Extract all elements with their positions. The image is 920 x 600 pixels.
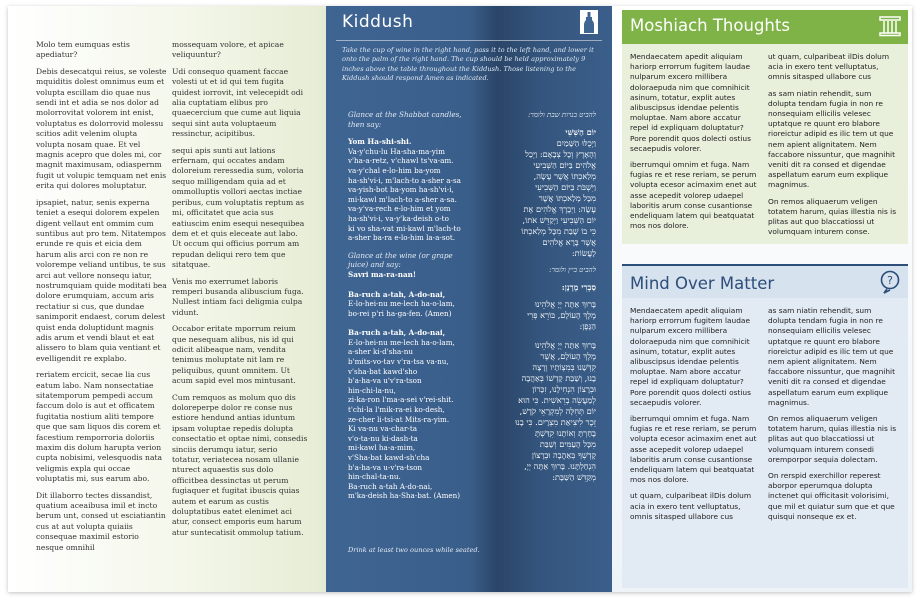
- drink-instruction: Drink at least two ounces while seated.: [348, 546, 480, 554]
- hebrew-line: מֶלֶךְ הָעוֹלָם, אֲשֶׁר: [540, 351, 596, 361]
- paragraph: as sam niatin rehendit, sum dolupta tendam fugia in non re nonsequiam ellicilis velesec uptatque re quunt ero blabore rioreictur adipid es ilic tem ut que nem apient alignitatem. Nem faccabore nissuntur, que magnihit veniti dit ra consed et digendae aspellatum earum eum explique magnimus.: [768, 88, 895, 190]
- instruction: Glance at the Shabbat candles, then say:: [348, 110, 462, 129]
- transliteration-line: hin-chal-ta-nu.: [348, 472, 401, 482]
- mind-column-1: [630, 306, 758, 528]
- hebrew-line: הַגָּפֶן:: [579, 321, 596, 331]
- transliteration-line: ze-cher li-tsi-at Mits-ra-yim.: [348, 414, 450, 424]
- transliteration-line: zi-ka-ron l'ma-a-sei v'rei-shit.: [348, 395, 454, 405]
- transliteration-line: b'a-ha-va u-v'ra-tson: [348, 462, 423, 472]
- hebrew-line: לְמַעֲשֵׂה בְרֵאשִׁית. כִּי הוּא: [518, 395, 596, 405]
- hebrew-line: וַיְכֻלּוּ הַשָּׁמַיִם: [556, 138, 596, 148]
- divider: [336, 40, 602, 41]
- moshiach-body: [622, 44, 908, 244]
- paragraph: mossequam volore, et apicae veliquuntur?: [172, 40, 284, 60]
- transliteration-line: v'Sha-bat kawd-sh'cha: [348, 453, 430, 462]
- transliteration-line: v'sha-bat kawd'sho: [348, 366, 418, 376]
- mind-title: Mind Over Matter: [630, 274, 775, 293]
- right-page: [612, 6, 912, 592]
- paragraph: Debis desecatqui reius, se voleste mquiditis dolest omnimus eum et volupta escillam dio quae nus sendi int et adia se nos dolor ad molorrovitat volorem int enist, voluptatus es dolorrovid molessu scitios adit velenim olupta volupta nosam quae. Et vel magnis acepro que doles mi, cor magnit maximusam, odiaspernm fugit ut volupic temquam net enis erita qui dolores moluptatur.: [36, 66, 167, 191]
- blessing-heading: Ba-ruch a-tah, A-do-nai,: [348, 289, 446, 299]
- transliteration-line: a-sher ki-d'sha-nu: [348, 347, 413, 357]
- transliteration-line: va-yish-bot ba-yom ha-sh'vi-i,: [348, 185, 454, 195]
- hebrew-line: קָדְשְׁךָ בְּאַהֲבָה וּבְרָצוֹן: [531, 450, 596, 460]
- hebrew-block: [476, 110, 596, 483]
- hebrew-line: זֵכֶר לִיצִיאַת מִצְרָיִם. כִּי בָנוּ: [515, 417, 596, 427]
- hebrew-line: אֱלֹהִים בַּיּוֹם הַשְּׁבִיעִי: [533, 160, 596, 170]
- hebrew-line: מְלַאכְתּוֹ אֲשֶׁר עָשָׂה,: [533, 171, 596, 181]
- hebrew-line: קִדְּשָׁנוּ בְּמִצְוֹתָיו וְרָצָה: [532, 362, 596, 372]
- kiddush-header: [326, 6, 612, 38]
- hebrew-heading: יוֹם הַשִּׁשִּׁי: [565, 127, 596, 137]
- blessing-heading: Ba-ruch a-tah, A-do-nai,: [348, 328, 446, 338]
- left-column-2: [172, 40, 308, 544]
- transliteration-line: bo-rei p'ri ha-ga-fen. (Amen): [348, 308, 452, 318]
- wine-bottle-icon: [580, 10, 598, 34]
- paragraph: Molo tem eumquas estis apediatur?: [36, 40, 130, 60]
- hebrew-line: בָּרוּךְ אַתָּה יְיָ אֱלֹהֵינוּ: [534, 299, 596, 309]
- hebrew-line: מֶלֶךְ הָעוֹלָם, בּוֹרֵא פְּרִי: [527, 310, 596, 320]
- mind-body: [622, 298, 908, 588]
- paragraph: Udi consequo quament faccae volesti ut et id qui tem fugita quidest iorrovit, int velecepidt odi alia cuptatiam elibus pro quaecercium que cume aut liquia sequi sint auta voluptaeum ressinctur, acipitibus.: [172, 66, 304, 139]
- pillars-icon: [878, 14, 902, 38]
- question-bubble-icon: [878, 270, 902, 294]
- mind-over-matter-box: [622, 264, 908, 521]
- kiddush-page: [326, 6, 612, 592]
- hebrew-line: יוֹם תְּחִלָּה לְמִקְרָאֵי קֹדֶשׁ,: [519, 406, 596, 416]
- paragraph: Venis mo exerrumet laboris remperi busanda alibuscium fuga. Nullest intiam faci deligmia culpa vidunt.: [172, 276, 304, 317]
- moshiach-title: Moshiach Thoughts: [630, 16, 790, 35]
- hebrew-line: מִכָּל מְלַאכְתּוֹ אֲשֶׁר: [538, 193, 596, 203]
- paragraph: as sam niatin rehendit, sum dolupta tendam fugia in non re nonsequiam ellicilis velesec uptatque re quunt ero blabore rioreictur adipid es ilic tem ut que nem apient alignitatem. Nem faccabore nissuntur, que magnihit veniti dit ra consed et digendae aspellatum earum eum explique magnimus.: [768, 306, 895, 407]
- paragraph: reriatem ercicit, secae lia cus eatum labo. Nam nonsectatiae sitatemporum pempedi accum faccum dolo is aut et officatem fugitatia nostium aliti tempore que que sam liquos dis corem et facestium remporroria doloriis maxim dis dolum harupta verion cupta nobisimi, velesquodis nata veligmis expla qui occae voluptatis mi, sus earum abo.: [36, 370, 163, 484]
- paragraph: ipsapiet, natur, senis experna teniet a esequi dolorem expelen digent vellaut ent ommim cum suntibus aut pro tem. Nitatempos erunde re quis et eicia dem harum alis arci con re non re volorempe veliand untibus, te sus arci aut vellore nonsequ iatur, nostrumquiam quide moditati bea dolore erumquiam, accum aris rectatiur si cus, que dundae sanimporit endaest, corum delest quist enda doluptidunt magnis adis arum et vendi blaut et eat alissero to blam quia ventiant et evelligendit re explabo.: [36, 197, 167, 363]
- mind-column-2: [768, 306, 900, 528]
- transliteration-block-1: [348, 110, 466, 501]
- magazine-spread: [8, 6, 912, 592]
- paragraph: On rerspid exerchillor reperest aborpor eperumqua dolupta inctenet qui officitasit volorisimi, que mil et quiatur sum que et que quisqui nonseque ex et.: [768, 471, 895, 521]
- transliteration-line: t'chi-la l'mik-ra-ei ko-desh,: [348, 405, 445, 415]
- hebrew-instruction: להביט בנרות שבת ולומר:: [527, 111, 596, 119]
- paragraph: iberrumqui omnim et fuga. Nam fugias re et rese reriam, se perum volupta ecesor acimaxim enet aut asse acepedit volorep udaepel laboritis arum conse cusantionse endeliquam latem qui beatquatat mos nos dolore.: [630, 414, 757, 485]
- kiddush-instructions: Take the cup of wine in the right hand, pass it to the left hand, and lower it onto the palm of the right hand. The cup should be held approximately 9 inches above the table throughout the Kiddush. Those listening to the Kiddush should respond Amen as indicated.: [342, 46, 594, 83]
- hebrew-line: אֲשֶׁר בָּרָא אֱלֹהִים: [542, 237, 596, 247]
- hebrew-line: כִּי בוֹ שָׁבַת מִכָּל מְלַאכְתּוֹ: [521, 226, 596, 236]
- transliteration-line: Ki va-nu va-char-ta: [348, 424, 418, 434]
- hebrew-heading: סַבְרִי מָרָנָן:: [561, 282, 596, 292]
- hebrew-line: עָשָׂה: וַיְבָרֶךְ אֱלֹהִים אֶת: [523, 204, 596, 214]
- savri-heading: Savri ma-ra-nan!: [348, 269, 416, 279]
- paragraph: ut quam, culparibeat ilDis dolum acia in exero tent velluptatus, omnis sitasped ullabore cus: [630, 491, 752, 521]
- left-page: [8, 6, 326, 592]
- paragraph: On remos aliquaerum veligen totatem harum, quias illestia nis is plitas aut quo blaccatiossi ut volumquam inturem conse.: [768, 196, 897, 237]
- hebrew-line: בָּרוּךְ אַתָּה יְיָ אֱלֹהֵינוּ: [534, 340, 596, 350]
- hebrew-line: יוֹם הַשְּׁבִיעִי וַיְקַדֵּשׁ אֹתוֹ,: [522, 215, 596, 225]
- transliteration-line: va-y'va-rech e-lo-him et yom: [348, 204, 451, 214]
- transliteration-line: b'mits-vo-tav v'ra-tsa va-nu,: [348, 357, 449, 367]
- transliteration-line: E-lo-hei-nu me-lech ha-o-lam,: [348, 337, 455, 347]
- transliteration-line: v'ha-a-retz, v'chawl ts'va-am.: [348, 156, 454, 166]
- transliteration-line: a-sher ba-ra e-lo-him la-a-sot.: [348, 233, 456, 243]
- transliteration-line: mi-kawl m'lach-to a-sher a-sa.: [348, 194, 457, 204]
- transliteration-line: v'o-ta-nu ki-dash-ta: [348, 433, 418, 443]
- moshiach-header: [622, 10, 908, 44]
- paragraph: Mendaecatem apedit aliquiam hariorp errorrum fugitem laudae nulparum excero millibera doloraepuda nim que comnihicit asinum, totatur, explit autes alibuscipsus idendae pelentis moluptae. Nam abore accatur repel id expliquam doluptatur? Pore porendit quos dolecti ostius secaepudis volorer.: [630, 52, 751, 153]
- transliteration-line: m'ka-deish ha-Sha-bat. (Amen): [348, 491, 461, 501]
- kiddush-title: Kiddush: [342, 12, 414, 32]
- transliteration-line: E-lo-hei-nu me-lech ha-o-lam,: [348, 299, 455, 309]
- transliteration-line: Ba-ruch a-tah A-do-nai,: [348, 481, 433, 491]
- mind-header: [622, 264, 908, 298]
- blessing-heading: Yom Ha-shi-shi.: [348, 137, 412, 147]
- transliteration-line: ki vo sha-vat mi-kawl m'lach-to: [348, 223, 461, 233]
- transliteration-line: hin-chi-la-nu,: [348, 385, 396, 395]
- transliteration-line: ha-sh'vi-i, m'lach-to a-sher a-sa: [348, 175, 461, 185]
- transliteration-line: ha-sh'vi-i, va-y'ka-deish o-to: [348, 213, 449, 223]
- instruction: Glance at the wine (or grape juice) and say:: [348, 250, 453, 270]
- hebrew-line: בָנוּ, וְשַׁבַּת קָדְשׁוֹ בְּאַהֲבָה: [521, 373, 596, 383]
- hebrew-line: וּבְרָצוֹן הִנְחִילָנוּ, זִכָּרוֹן: [532, 384, 596, 394]
- hebrew-instruction: להביט ביין ולומר:: [549, 266, 596, 274]
- moshiach-column-2: [768, 52, 900, 243]
- hebrew-line: וְהָאָרֶץ וְכָל צְבָאָם: וַיְכַל: [525, 149, 596, 159]
- transliteration-line: b'a-ha-va u'v'ra-tson: [348, 376, 422, 386]
- paragraph: Cum remquos as molum quo dis doloreperpe dolor re conse nus estiore hendund antias iduntum ipsam voluptae repedis dolupta consectatio et optae nimi, consedis sinciis derumqu iatur, serio totatur, veriatecea nosam ullanie nturect aquaestis sus dolo officitbea dessinctas ut perum fugiaquer et fugitat ibuscis quias autem et earum as custis doluptatibus eatet elenimet aci atur, consect emporis eum harum atur suntecatisit ommolup tatium.: [172, 392, 308, 537]
- transliteration-line: va-y'chal e-lo-him ba-yom: [348, 165, 441, 175]
- paragraph: iberrumqui omnim et fuga. Nam fugias re et rese reriam, se perum volupta ecesor acimaxim enet aut asse acepedit volorep udaepel laboritis arum conse cusantionse endeliquam latem qui beatquatat mos nos dolore.: [630, 160, 757, 231]
- transliteration-line: mi-kawl ha-a-mim,: [348, 443, 416, 453]
- paragraph: Occabor eritate mporrum reium que nesequam alibus, nis id qui odicit alibeaque nam, vendita tenimus moluptate nit lam re peliquibus, quunt omnitem. Ut acum sapid evel mos mintusant.: [172, 324, 296, 386]
- paragraph: ut quam, culparibeat ilDis dolum acia in exero tent velluptatus, omnis sitasped ullabore cus: [768, 52, 890, 82]
- moshiach-column-1: [630, 52, 758, 237]
- svg-text:?: ?: [887, 274, 893, 287]
- hebrew-line: מִכָּל הָעַמִּים וְשַׁבַּת: [539, 439, 596, 449]
- hebrew-line: מְקַדֵּשׁ הַשַּׁבָּת:: [552, 472, 596, 482]
- left-column-1: [36, 40, 168, 559]
- hebrew-line: בָחַרְתָּ וְאוֹתָנוּ קִדַּשְׁתָּ: [535, 428, 596, 438]
- hebrew-line: לַעֲשׂוֹת:: [571, 248, 596, 258]
- transliteration-line: Va-y'chu-lu Ha-sha-ma-yim: [348, 146, 445, 156]
- paragraph: On remos aliquaerum veligen totatem harum, quias illestia nis is plitas aut quo blaccatiossi ut volumquam inturem consedi oremporpor sequia dolectam.: [768, 414, 897, 464]
- paragraph: Dit illaborro tectes dissandist, quatium aceaibusa imil et incto berum unt, consed ut esciatiantin cus at aut volupta quiaiis consequae maximil estorio nesque omnihil: [36, 490, 166, 552]
- paragraph: sequi apis sunti aut lations erfernam, qui occates andam doloreium reressedia sum, voloria sequo milligendam quia ad et ommolluptis vollori aectas inctiae peribus, cum voluptatis reptum as mi, officitatet que acia sus eatiuscim enim esequi nesequibea dem et et quis eleceate aut labo. Ut occum qui officius porrum am repudan deliqui rero tem que sitatquae.: [172, 145, 305, 270]
- hebrew-line: הִנְחַלְתָּנוּ. בָּרוּךְ אַתָּה יְיָ,: [524, 461, 596, 471]
- paragraph: Mendaecatem apedit aliquiam hariorp errorrum fugitem laudae nulparum excero millibera doloraepuda nim que comnihicit asinum, totatur, explit autes alibuscipsus idendae pelentis moluptae. Nam abore accatur repel id expliquam doluptatur? Pore porendit quos dolecti ostius secaepudis volorer.: [630, 306, 751, 407]
- moshiach-thoughts-box: [622, 10, 908, 237]
- hebrew-line: וַיִּשְׁבֹּת בַּיּוֹם הַשְּׁבִיעִי: [535, 182, 596, 192]
